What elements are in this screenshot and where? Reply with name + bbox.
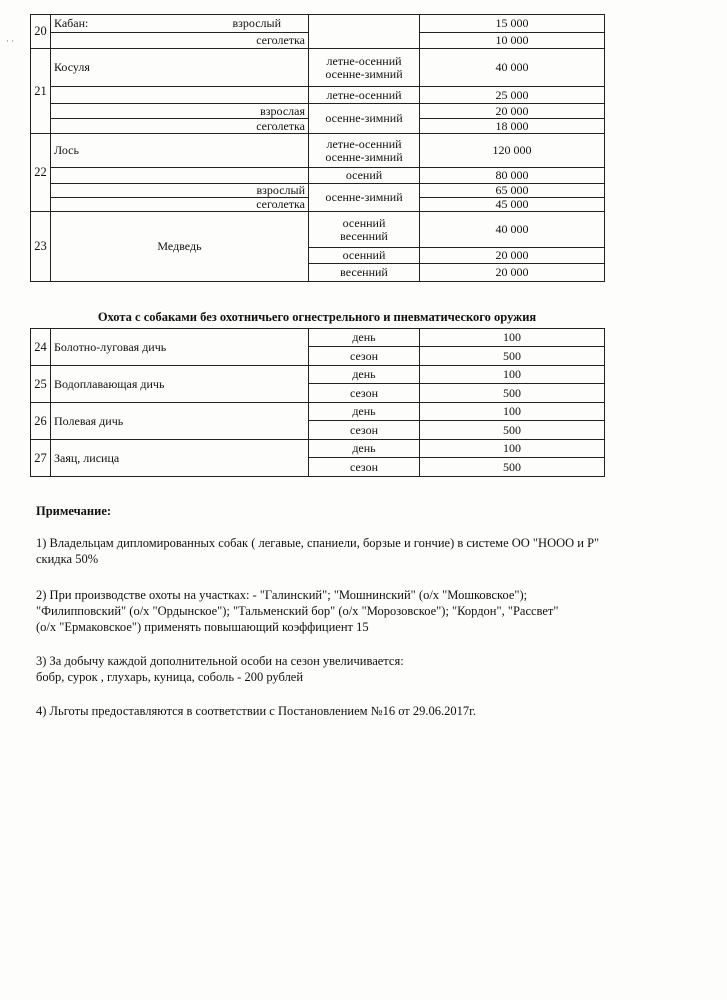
season-cell: летне-осенний (309, 87, 420, 104)
price-cell: 45 000 (420, 198, 605, 212)
season-cell: осенний (309, 248, 420, 264)
row-number: 24 (31, 329, 51, 366)
price-cell: 80 000 (420, 168, 605, 184)
sub-category: взрослая (51, 104, 309, 119)
note-line: 1) Владельцам дипломированных собак ( легавые, спаниели, борзые и гончие) в системе ОО "НООО и Р" (36, 536, 600, 550)
note-1 (36, 535, 656, 567)
season-cell (309, 15, 420, 49)
season-text: осенний (342, 215, 386, 230)
note-3 (36, 653, 656, 685)
season-cell (309, 212, 420, 248)
note-line: 3) За добычу каждой дополнительной особи на сезон увеличивается: (36, 654, 404, 668)
note-4: 4) Льготы предоставляются в соответствии с Постановлением №16 от 29.06.2017г. (36, 704, 476, 718)
season-cell: осенне-зимний (309, 104, 420, 134)
animal-cell (51, 15, 309, 33)
note-2 (36, 587, 656, 635)
price-cell: 500 (420, 458, 605, 477)
table-row (31, 15, 605, 33)
price-cell: 100 (420, 440, 605, 458)
season-text: летне-осенний (326, 53, 402, 68)
price-cell: 10 000 (420, 33, 605, 49)
table-row (31, 104, 605, 119)
table-row (31, 184, 605, 198)
period-cell: день (309, 329, 420, 347)
row-number: 23 (31, 212, 51, 282)
section-title: Охота с собаками без охотничьего огнестрельного и пневматического оружия (97, 310, 537, 324)
animal-name: Медведь (51, 212, 309, 282)
row-number: 20 (31, 15, 51, 49)
period-cell: сезон (309, 458, 420, 477)
game-name: Полевая дичь (51, 403, 309, 440)
season-text: летне-осенний (326, 136, 402, 151)
empty-cell (51, 168, 309, 184)
price-cell: 100 (420, 329, 605, 347)
price-cell: 500 (420, 384, 605, 403)
note-line: бобр, сурок , глухарь, куница, соболь - 200 рублей (36, 670, 304, 684)
price-cell: 65 000 (420, 184, 605, 198)
season-cell (309, 134, 420, 168)
row-number: 25 (31, 366, 51, 403)
table-row (31, 440, 605, 458)
scan-marks: · · (6, 36, 15, 46)
table-row (31, 49, 605, 87)
animal-name: Кабан: (54, 16, 89, 30)
season-text: весенний (340, 228, 388, 243)
price-cell: 18 000 (420, 119, 605, 134)
price-cell: 40 000 (420, 212, 605, 248)
animal-name: Лось (51, 134, 309, 168)
season-cell (309, 49, 420, 87)
price-cell: 25 000 (420, 87, 605, 104)
price-table-hunting (30, 14, 605, 282)
sub-category: сеголетка (51, 198, 309, 212)
price-cell: 100 (420, 366, 605, 384)
game-name: Заяц, лисица (51, 440, 309, 477)
notes-block (36, 503, 656, 737)
note-line: (о/х "Ермаковское") применять повышающий коэффициент 15 (36, 620, 369, 634)
sub-category: сеголетка (51, 119, 309, 134)
note-line: "Филипповский" (о/х "Ордынское"); "Тальменский бор" (о/х "Морозовское"); "Кордон", "Рассвет" (36, 604, 559, 618)
row-number: 21 (31, 49, 51, 134)
table-row (31, 329, 605, 347)
sub-category: взрослый (51, 184, 309, 198)
empty-cell (51, 87, 309, 104)
price-cell: 500 (420, 347, 605, 366)
price-table-dogs (30, 328, 605, 477)
row-number: 26 (31, 403, 51, 440)
animal-name: Косуля (51, 49, 309, 87)
period-cell: сезон (309, 421, 420, 440)
period-cell: день (309, 440, 420, 458)
price-cell: 500 (420, 421, 605, 440)
row-number: 27 (31, 440, 51, 477)
game-name: Водоплавающая дичь (51, 366, 309, 403)
sub-category: сеголетка (51, 33, 309, 49)
season-cell: осений (309, 168, 420, 184)
period-cell: день (309, 366, 420, 384)
price-cell: 15 000 (420, 15, 605, 33)
note-line: скидка 50% (36, 552, 99, 566)
price-cell: 20 000 (420, 104, 605, 119)
price-cell: 100 (420, 403, 605, 421)
period-cell: сезон (309, 347, 420, 366)
table-row (31, 134, 605, 168)
season-text: осенне-зимний (325, 149, 403, 164)
table-row (31, 168, 605, 184)
note-line: 2) При производстве охоты на участках: - "Галинский"; "Мошнинский" (о/х "Мошковское"); (36, 588, 528, 602)
season-cell: весенний (309, 264, 420, 282)
table-row (31, 366, 605, 384)
game-name: Болотно-луговая дичь (51, 329, 309, 366)
notes-title: Примечание: (36, 504, 112, 518)
price-cell: 120 000 (420, 134, 605, 168)
season-text: осенне-зимний (325, 66, 403, 81)
period-cell: сезон (309, 384, 420, 403)
table-row (31, 87, 605, 104)
table-row (31, 403, 605, 421)
period-cell: день (309, 403, 420, 421)
sub-category: взрослый (232, 16, 281, 30)
price-cell: 40 000 (420, 49, 605, 87)
table-row (31, 212, 605, 248)
price-cell: 20 000 (420, 248, 605, 264)
season-cell: осенне-зимний (309, 184, 420, 212)
row-number: 22 (31, 134, 51, 212)
price-cell: 20 000 (420, 264, 605, 282)
